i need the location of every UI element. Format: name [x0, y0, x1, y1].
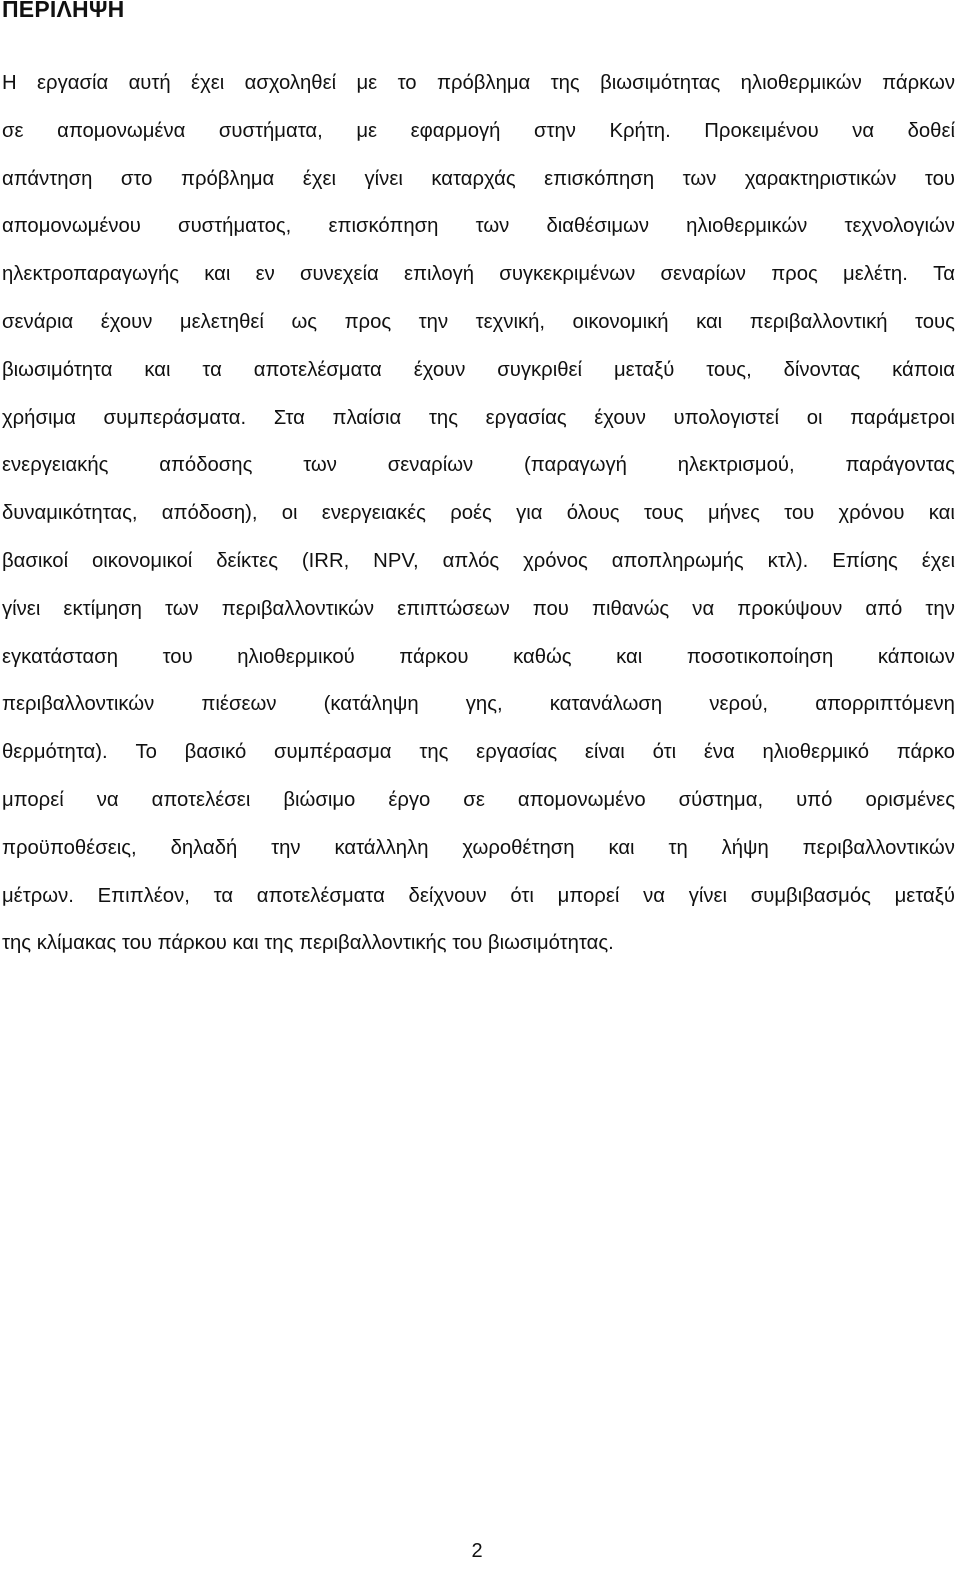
word: προκύψουν — [737, 597, 843, 620]
word: γης, — [465, 693, 503, 716]
word: να — [96, 788, 119, 811]
word: έχουν — [594, 406, 646, 429]
word: της — [419, 741, 449, 764]
word: συμβιβασμός — [750, 884, 871, 907]
word: σύστημα, — [678, 788, 764, 811]
word: Προκειμένου — [704, 119, 819, 142]
word: Το — [135, 741, 157, 764]
word: Κρήτη. — [609, 119, 671, 142]
word: ορισμένες — [865, 788, 955, 811]
word: μεταξύ — [613, 358, 675, 381]
paragraph-line — [2, 347, 955, 395]
word: δείχνουν — [408, 884, 487, 907]
word: έχει — [191, 72, 225, 94]
paragraph-line — [2, 490, 955, 538]
word: την — [418, 310, 449, 333]
word: συστήματος, — [178, 215, 292, 238]
word: και — [928, 502, 955, 525]
word: ενεργειακές — [321, 502, 426, 525]
word: προς — [344, 310, 392, 333]
word: εργασία — [37, 72, 109, 94]
word: καθώς — [513, 645, 572, 668]
word: βιώσιμο — [283, 788, 356, 811]
word: είναι — [584, 741, 625, 764]
paragraph-line — [2, 681, 955, 729]
word: μελέτη. — [843, 263, 908, 286]
word: τους — [643, 502, 684, 525]
word: συγκεκριμένων — [499, 263, 636, 286]
word: ασχοληθεί — [244, 72, 337, 94]
word: γίνει — [364, 167, 403, 190]
word: πλαίσια — [332, 406, 402, 429]
word: ποσοτικοποίηση — [686, 645, 834, 668]
word: γίνει — [2, 597, 41, 620]
word: επιλογή — [403, 263, 475, 286]
word: για — [516, 502, 543, 525]
word: βιωσιμότητας — [600, 72, 721, 94]
word: αυτή — [128, 72, 171, 94]
word: έργο — [388, 788, 431, 811]
word: περιβαλλοντικών — [802, 836, 955, 859]
word: Τα — [933, 263, 955, 286]
word: προς — [771, 263, 818, 286]
word: βασικό — [184, 741, 247, 764]
word: συνεχεία — [300, 263, 379, 286]
paragraph-line — [2, 586, 955, 634]
word: την — [271, 836, 301, 859]
word: συμπεράσματα. — [103, 406, 247, 429]
word: στο — [120, 167, 153, 190]
word: μήνες — [707, 502, 760, 525]
word: ηλιοθερμικό — [762, 741, 869, 764]
word: περιβαλλοντική — [749, 310, 888, 333]
word: χρήσιμα — [2, 406, 76, 429]
word: την — [925, 597, 955, 620]
word: πάρκο — [896, 741, 955, 764]
word: της — [550, 72, 580, 94]
word: και — [144, 358, 171, 381]
word: επισκόπηση — [544, 167, 655, 190]
word: καταρχάς — [431, 167, 516, 190]
word: και — [696, 310, 723, 333]
paragraph-line — [2, 442, 955, 490]
paragraph-line — [2, 108, 955, 156]
word: ένα — [703, 741, 735, 764]
paragraph-line — [2, 777, 955, 825]
word: του — [162, 645, 193, 668]
word: της — [428, 406, 458, 429]
word: ως — [291, 310, 318, 333]
word: τη — [668, 836, 688, 859]
word: των — [164, 597, 199, 620]
paragraph-line — [2, 203, 955, 251]
word: χρόνος — [523, 549, 588, 572]
word: οικονομική — [572, 310, 669, 333]
word: έχει — [921, 549, 955, 572]
word: ηλεκτροπαραγωγής — [2, 263, 180, 286]
word: Επιπλέον, — [97, 884, 190, 907]
word: απόδοση), — [161, 502, 258, 525]
word: Επίσης — [832, 549, 898, 572]
word: και — [616, 645, 643, 668]
word: Η — [2, 72, 17, 94]
word: αποτελέσει — [151, 788, 251, 811]
word: δείκτες — [216, 549, 278, 572]
word: αποπληρωμής — [611, 549, 744, 572]
word: τους, — [706, 358, 752, 381]
word: (IRR, — [301, 549, 350, 572]
word: απλός — [442, 549, 500, 572]
word: (παραγωγή — [524, 454, 627, 477]
paragraph-line — [2, 873, 955, 921]
word: σεναρίων — [660, 263, 746, 286]
paragraph-line: της κλίμακας του πάρκου και της περιβαλλοντικής του βιωσιμότητας. — [2, 932, 614, 955]
word: του — [784, 502, 815, 525]
word: χωροθέτηση — [462, 836, 575, 859]
word: συστήματα, — [218, 119, 323, 142]
paragraph-line — [2, 634, 955, 682]
word: συμπέρασμα — [274, 741, 392, 764]
word: λήψη — [721, 836, 769, 859]
word: Στα — [273, 406, 305, 429]
word: οι — [281, 502, 298, 525]
word: πρόβλημα — [436, 72, 531, 94]
word: ενεργειακής — [2, 454, 109, 477]
word: δίνοντας — [783, 358, 861, 381]
word: ηλιοθερμικών — [686, 215, 808, 238]
word: να — [692, 597, 715, 620]
word: του — [924, 167, 955, 190]
word: διαθέσιμων — [546, 215, 650, 238]
word: ηλιοθερμικού — [237, 645, 355, 668]
word: εκτίμηση — [63, 597, 142, 620]
word: των — [303, 454, 337, 477]
abstract-body — [2, 60, 955, 968]
word: κατανάλωση — [549, 693, 663, 716]
word: πιέσεων — [201, 693, 277, 716]
word: σε — [463, 788, 485, 811]
word: απομονωμένα — [57, 119, 186, 142]
word: κατάλληλη — [334, 836, 429, 859]
paragraph-line — [2, 538, 955, 586]
word: οικονομικοί — [92, 549, 193, 572]
paragraph-line — [2, 825, 955, 873]
paragraph-line — [2, 299, 955, 347]
word: δυναμικότητας, — [2, 502, 138, 525]
word: απομονωμένου — [2, 215, 141, 238]
word: μπορεί — [2, 788, 64, 811]
word: σεναρίων — [387, 454, 474, 477]
page-title: ΠΕΡΙΛΗΨΗ — [2, 0, 125, 22]
word: ότι — [652, 741, 677, 764]
word: μπορεί — [557, 884, 620, 907]
word: απόδοσης — [159, 454, 253, 477]
word: εν — [255, 263, 275, 286]
word: παράγοντας — [845, 454, 955, 477]
paragraph-line — [2, 729, 955, 777]
word: των — [682, 167, 717, 190]
word: στην — [533, 119, 576, 142]
word: να — [643, 884, 665, 907]
paragraph-line — [2, 156, 955, 204]
word: εργασίας — [476, 741, 558, 764]
word: τεχνική, — [475, 310, 546, 333]
word: ότι — [510, 884, 534, 907]
word: το — [397, 72, 417, 94]
word: παράμετροι — [850, 406, 955, 429]
word: έχει — [302, 167, 337, 190]
word: μέτρων. — [2, 884, 74, 907]
word: απορριπτόμενη — [815, 693, 955, 716]
word: κάποιων — [877, 645, 955, 668]
word: πάρκου — [399, 645, 469, 668]
paragraph-line — [2, 251, 955, 299]
word: βασικοί — [2, 549, 69, 572]
word: γίνει — [688, 884, 728, 907]
word: χαρακτηριστικών — [744, 167, 897, 190]
word: σε — [2, 119, 24, 142]
word: (κατάληψη — [323, 693, 419, 716]
word: κάποια — [892, 358, 955, 381]
word: να — [852, 119, 875, 142]
word: όλους — [566, 502, 620, 525]
page-number — [0, 1539, 960, 1563]
word: νερού, — [709, 693, 769, 716]
word: σενάρια — [2, 310, 74, 333]
word: ηλιοθερμικών — [740, 72, 862, 94]
word: κτλ). — [767, 549, 809, 572]
word: τους — [915, 310, 955, 333]
word: βιωσιμότητα — [2, 358, 113, 381]
word: δηλαδή — [170, 836, 238, 859]
word: και — [608, 836, 635, 859]
word: οι — [806, 406, 823, 429]
page-number-text: 2 — [471, 1540, 483, 1562]
word: επιπτώσεων — [397, 597, 510, 620]
word: που — [532, 597, 569, 620]
paragraph-line — [2, 60, 955, 108]
word: έχουν — [413, 358, 466, 381]
word: θερμότητα). — [2, 741, 108, 764]
word: από — [865, 597, 903, 620]
word: προϋποθέσεις, — [2, 836, 137, 859]
word: χρόνου — [838, 502, 905, 525]
word: εγκατάσταση — [2, 645, 119, 668]
word: NPV, — [373, 549, 419, 572]
word: ηλεκτρισμού, — [677, 454, 795, 477]
word: αποτελέσματα — [253, 358, 382, 381]
word: τεχνολογιών — [844, 215, 955, 238]
word: τα — [202, 358, 222, 381]
word: ροές — [450, 502, 492, 525]
word: εφαρμογή — [410, 119, 501, 142]
word: των — [475, 215, 510, 238]
word: αποτελέσματα — [256, 884, 385, 907]
word: πρόβλημα — [180, 167, 275, 190]
word: και — [204, 263, 231, 286]
word: συγκριθεί — [497, 358, 583, 381]
word: μελετηθεί — [179, 310, 264, 333]
word: υπό — [796, 788, 833, 811]
word: υπολογιστεί — [673, 406, 780, 429]
paragraph-line — [2, 395, 955, 443]
word: έχουν — [100, 310, 153, 333]
word: πιθανώς — [591, 597, 670, 620]
word: με — [356, 119, 378, 142]
word: τα — [213, 884, 234, 907]
word: περιβαλλοντικών — [221, 597, 374, 620]
word: απάντηση — [2, 167, 93, 190]
word: εργασίας — [485, 406, 567, 429]
word: απομονωμένο — [517, 788, 646, 811]
word: μεταξύ — [894, 884, 955, 907]
word: με — [356, 72, 378, 94]
word: πάρκων — [882, 72, 955, 94]
word: δοθεί — [907, 119, 955, 142]
word: περιβαλλοντικών — [2, 693, 155, 716]
word: επισκόπηση — [328, 215, 439, 238]
